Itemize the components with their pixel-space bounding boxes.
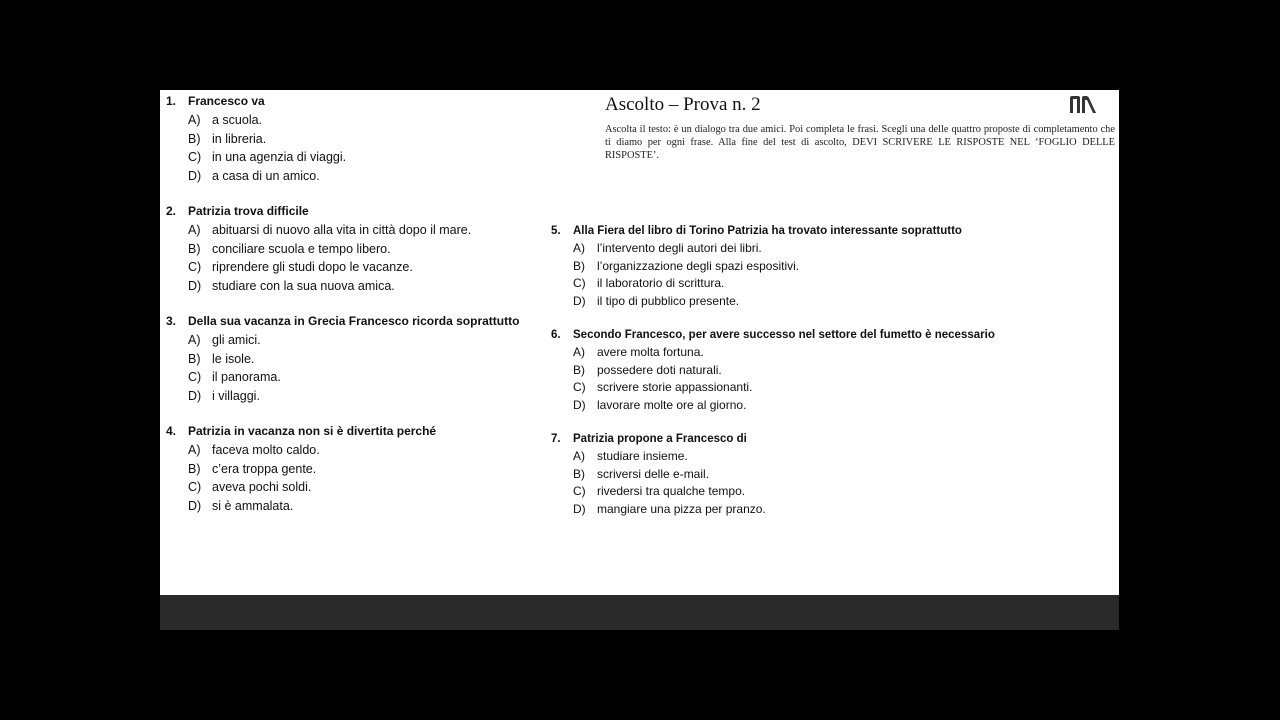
question-6 xyxy=(551,327,1021,414)
option-text: a scuola. xyxy=(212,113,263,127)
option-c xyxy=(166,368,536,387)
option-letter: B) xyxy=(188,241,201,256)
question-text: Patrizia propone a Francesco di xyxy=(573,433,747,445)
option-letter: D) xyxy=(573,501,586,516)
option-letter: B) xyxy=(188,351,201,366)
option-text: studiare con la sua nuova amica. xyxy=(212,278,395,293)
option-text: abituarsi di nuovo alla vita in città dopo il mare. xyxy=(212,223,472,237)
option-b xyxy=(166,460,536,479)
option-letter: C) xyxy=(188,370,202,384)
option-text: l’intervento degli autori dei libri. xyxy=(597,241,762,255)
option-b xyxy=(166,130,536,149)
option-letter: C) xyxy=(188,260,202,274)
option-d xyxy=(551,501,1021,519)
viewer-bottom-bar xyxy=(160,595,1119,630)
publisher-logo-icon xyxy=(1069,95,1099,114)
option-text: studiare insieme. xyxy=(597,449,688,463)
option-text: a casa di un amico. xyxy=(212,168,320,183)
question-5 xyxy=(551,223,1021,310)
question-number: 1. xyxy=(166,94,177,108)
option-a xyxy=(166,441,536,460)
option-b xyxy=(551,466,1021,484)
exam-instructions: Ascolta il testo: è un dialogo tra due amici. Poi completa le frasi. Scegli una delle quattro proposte di completamento che ti diamo per ogni frase. Alla fine del test di ascolto, DEVI SCRIVERE LE RISPOSTE NEL ‘FOGLIO DELLE RISPOSTE’. xyxy=(605,124,1115,161)
option-a xyxy=(551,448,1021,466)
option-text: il laboratorio di scrittura. xyxy=(597,276,725,290)
option-c xyxy=(551,483,1021,501)
question-3 xyxy=(166,313,536,405)
exam-title: Ascolto – Prova n. 2 xyxy=(605,94,761,115)
option-letter: D) xyxy=(573,293,586,308)
option-d xyxy=(551,397,1021,415)
option-b xyxy=(551,258,1021,276)
option-text: in una agenzia di viaggi. xyxy=(212,150,347,164)
option-letter: D) xyxy=(188,388,202,403)
option-text: si è ammalata. xyxy=(212,498,294,513)
option-c xyxy=(166,478,536,497)
option-d xyxy=(166,497,536,516)
question-number: 5. xyxy=(551,225,561,237)
option-a xyxy=(551,240,1021,258)
option-a xyxy=(551,344,1021,362)
option-a xyxy=(166,111,536,130)
option-text: avere molta fortuna. xyxy=(597,345,704,359)
option-letter: B) xyxy=(188,131,201,146)
question-text: Francesco va xyxy=(188,94,265,108)
question-number: 2. xyxy=(166,204,177,218)
option-b xyxy=(166,240,536,259)
option-text: aveva pochi soldi. xyxy=(212,480,312,494)
option-c xyxy=(551,379,1021,397)
option-text: scrivere storie appassionanti. xyxy=(597,380,753,394)
option-text: i villaggi. xyxy=(212,388,260,403)
option-letter: A) xyxy=(188,443,201,457)
option-letter: A) xyxy=(188,223,201,237)
option-letter: B) xyxy=(573,362,585,377)
option-letter: D) xyxy=(188,278,202,293)
option-c xyxy=(551,275,1021,293)
option-letter: C) xyxy=(188,480,202,494)
option-letter: B) xyxy=(573,258,585,273)
option-text: mangiare una pizza per pranzo. xyxy=(597,501,766,516)
option-c xyxy=(166,258,536,277)
option-letter: C) xyxy=(188,150,202,164)
option-b xyxy=(551,362,1021,380)
question-number: 7. xyxy=(551,433,561,445)
option-letter: C) xyxy=(573,484,586,498)
option-a xyxy=(166,331,536,350)
option-letter: C) xyxy=(573,380,586,394)
option-text: conciliare scuola e tempo libero. xyxy=(212,241,391,256)
question-text: Patrizia trova difficile xyxy=(188,204,309,218)
question-text: Alla Fiera del libro di Torino Patrizia ha trovato interessante soprattutto xyxy=(573,225,962,237)
option-letter: A) xyxy=(188,333,201,347)
option-letter: B) xyxy=(188,461,201,476)
option-text: riprendere gli studi dopo le vacanze. xyxy=(212,260,413,274)
questions-right-column xyxy=(551,223,1021,518)
option-c xyxy=(166,148,536,167)
exam-header xyxy=(605,93,1115,162)
option-letter: D) xyxy=(573,397,586,412)
option-letter: A) xyxy=(573,241,585,255)
question-4 xyxy=(166,423,536,515)
question-1 xyxy=(166,93,536,185)
question-number: 6. xyxy=(551,329,561,341)
option-text: possedere doti naturali. xyxy=(597,362,722,377)
option-text: le isole. xyxy=(212,351,255,366)
option-text: l’organizzazione degli spazi espositivi. xyxy=(597,258,800,273)
question-2 xyxy=(166,203,536,295)
option-text: in libreria. xyxy=(212,131,267,146)
exam-page xyxy=(160,90,1119,595)
option-d xyxy=(551,293,1021,311)
option-d xyxy=(166,387,536,406)
option-letter: A) xyxy=(573,345,585,359)
questions-left-column xyxy=(166,93,536,515)
question-text: Secondo Francesco, per avere successo nel settore del fumetto è necessario xyxy=(573,329,995,341)
option-text: rivedersi tra qualche tempo. xyxy=(597,484,746,498)
question-text: Della sua vacanza in Grecia Francesco ricorda soprattutto xyxy=(188,314,520,328)
option-d xyxy=(166,167,536,186)
option-letter: B) xyxy=(573,466,585,481)
question-7 xyxy=(551,431,1021,518)
option-letter: A) xyxy=(573,449,585,463)
option-text: il tipo di pubblico presente. xyxy=(597,293,740,308)
question-number: 3. xyxy=(166,314,177,328)
question-text: Patrizia in vacanza non si è divertita perché xyxy=(188,424,437,438)
option-d xyxy=(166,277,536,296)
option-text: c’era troppa gente. xyxy=(212,461,317,476)
option-text: faceva molto caldo. xyxy=(212,443,320,457)
option-letter: D) xyxy=(188,498,202,513)
option-text: lavorare molte ore al giorno. xyxy=(597,397,747,412)
option-text: gli amici. xyxy=(212,333,261,347)
option-text: scriversi delle e-mail. xyxy=(597,466,710,481)
option-letter: A) xyxy=(188,113,201,127)
option-a xyxy=(166,221,536,240)
option-letter: D) xyxy=(188,168,202,183)
option-letter: C) xyxy=(573,276,586,290)
option-b xyxy=(166,350,536,369)
option-text: il panorama. xyxy=(212,370,281,384)
question-number: 4. xyxy=(166,424,177,438)
